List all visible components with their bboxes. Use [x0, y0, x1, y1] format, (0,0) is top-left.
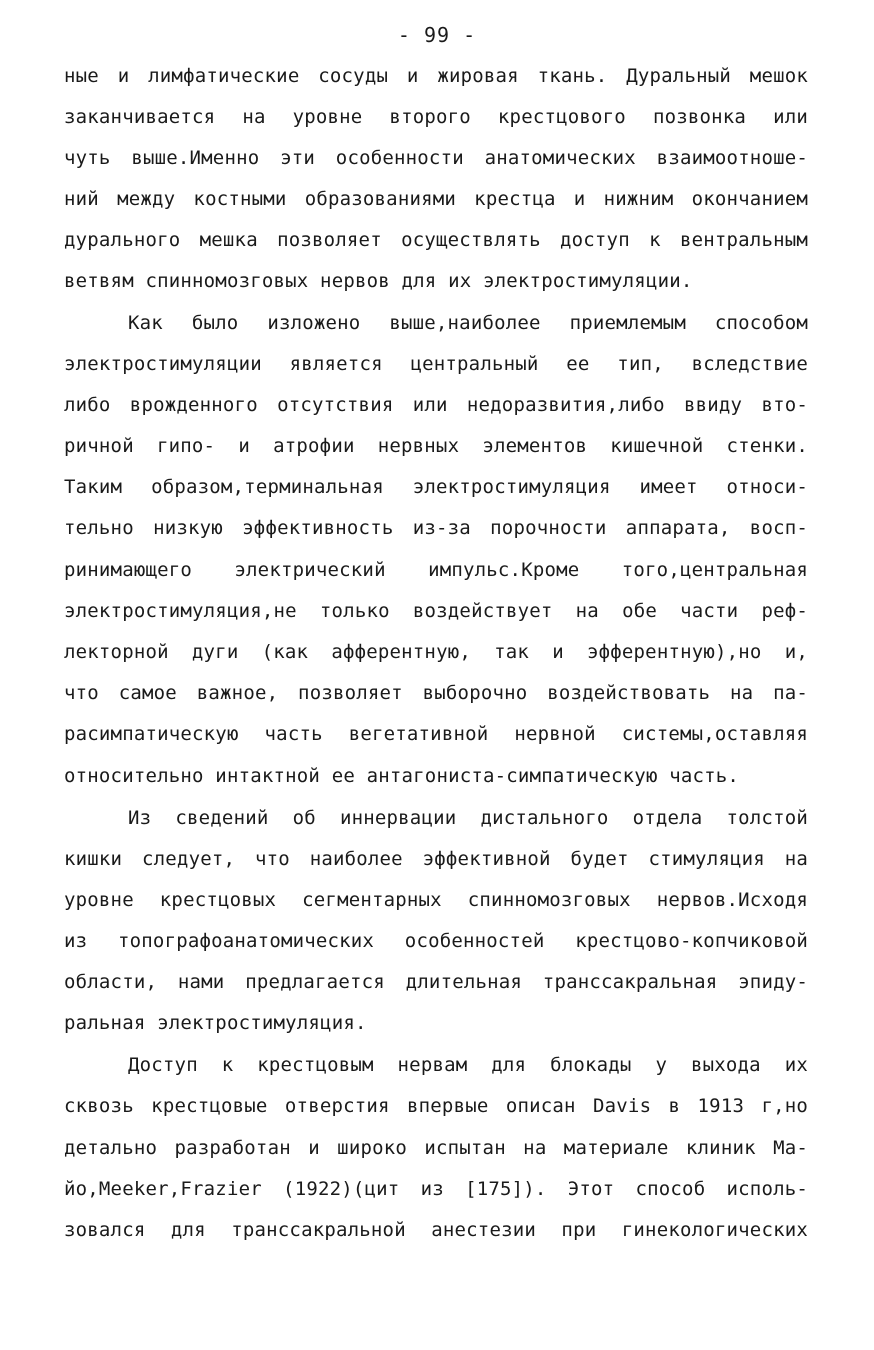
text-line: Как было изложено выше,наиболее приемлемым способом	[128, 312, 808, 334]
text-line: ричной гипо- и атрофии нервных элементов кишечной стенки.	[64, 435, 808, 457]
text-line: ний между костными образованиями крестца и нижним окончанием	[64, 188, 808, 210]
text-line: Доступ к крестцовым нервам для блокады у выхода их	[128, 1054, 808, 1076]
text-line: йо,Meeker,Frazier (1922)(цит из [175]). Этот способ исполь-	[64, 1178, 808, 1200]
text-line: тельно низкую эффективность из-за порочности аппарата, восп-	[64, 517, 808, 539]
text-line: что самое важное, позволяет выборочно воздействовать на па-	[64, 682, 808, 704]
text-line: сквозь крестцовые отверстия впервые описан Davis в 1913 г,но	[64, 1095, 808, 1117]
text-line: лекторной дуги (как афферентную, так и эфферентную),но и,	[64, 641, 808, 663]
text-line: области, нами предлагается длительная транссакральная эпиду-	[64, 971, 808, 993]
text-line: ральная электростимуляция.	[64, 1012, 367, 1034]
text-line: электростимуляции является центральный ее тип, вследствие	[64, 353, 808, 375]
page-number: - 99 -	[397, 23, 477, 47]
text-line: чуть выше.Именно эти особенности анатомических взаимоотноше-	[64, 147, 808, 169]
text-line: либо врожденного отсутствия или недоразвития,либо ввиду вто-	[64, 394, 808, 416]
text-line: Из сведений об иннервации дистального отдела толстой	[128, 807, 808, 829]
text-line: электростимуляция,не только воздействует на обе части реф-	[64, 600, 808, 622]
text-line: уровне крестцовых сегментарных спинномозговых нервов.Исходя	[64, 889, 808, 911]
text-line: относительно интактной ее антагониста-симпатическую часть.	[64, 765, 740, 787]
text-line: расимпатическую часть вегетативной нервной системы,оставляя	[64, 723, 808, 745]
text-line: заканчивается на уровне второго крестцового позвонка или	[64, 106, 808, 128]
text-line: кишки следует, что наиболее эффективной будет стимуляция на	[64, 848, 808, 870]
text-line: детально разработан и широко испытан на материале клиник Ма-	[64, 1137, 808, 1159]
text-line: ные и лимфатические сосуды и жировая ткань. Дуральный мешок	[64, 65, 808, 87]
text-line: дурального мешка позволяет осуществлять доступ к вентральным	[64, 229, 808, 251]
text-line: зовался для транссакральной анестезии при гинекологических	[64, 1219, 808, 1241]
text-line: ринимающего электрический импульс.Кроме того,центральная	[64, 559, 808, 581]
text-line: из топографоанатомических особенностей крестцово-копчиковой	[64, 930, 808, 952]
text-line: ветвям спинномозговых нервов для их электростимуляции.	[64, 270, 693, 292]
text-line: Таким образом,терминальная электростимуляция имеет относи-	[64, 476, 808, 498]
